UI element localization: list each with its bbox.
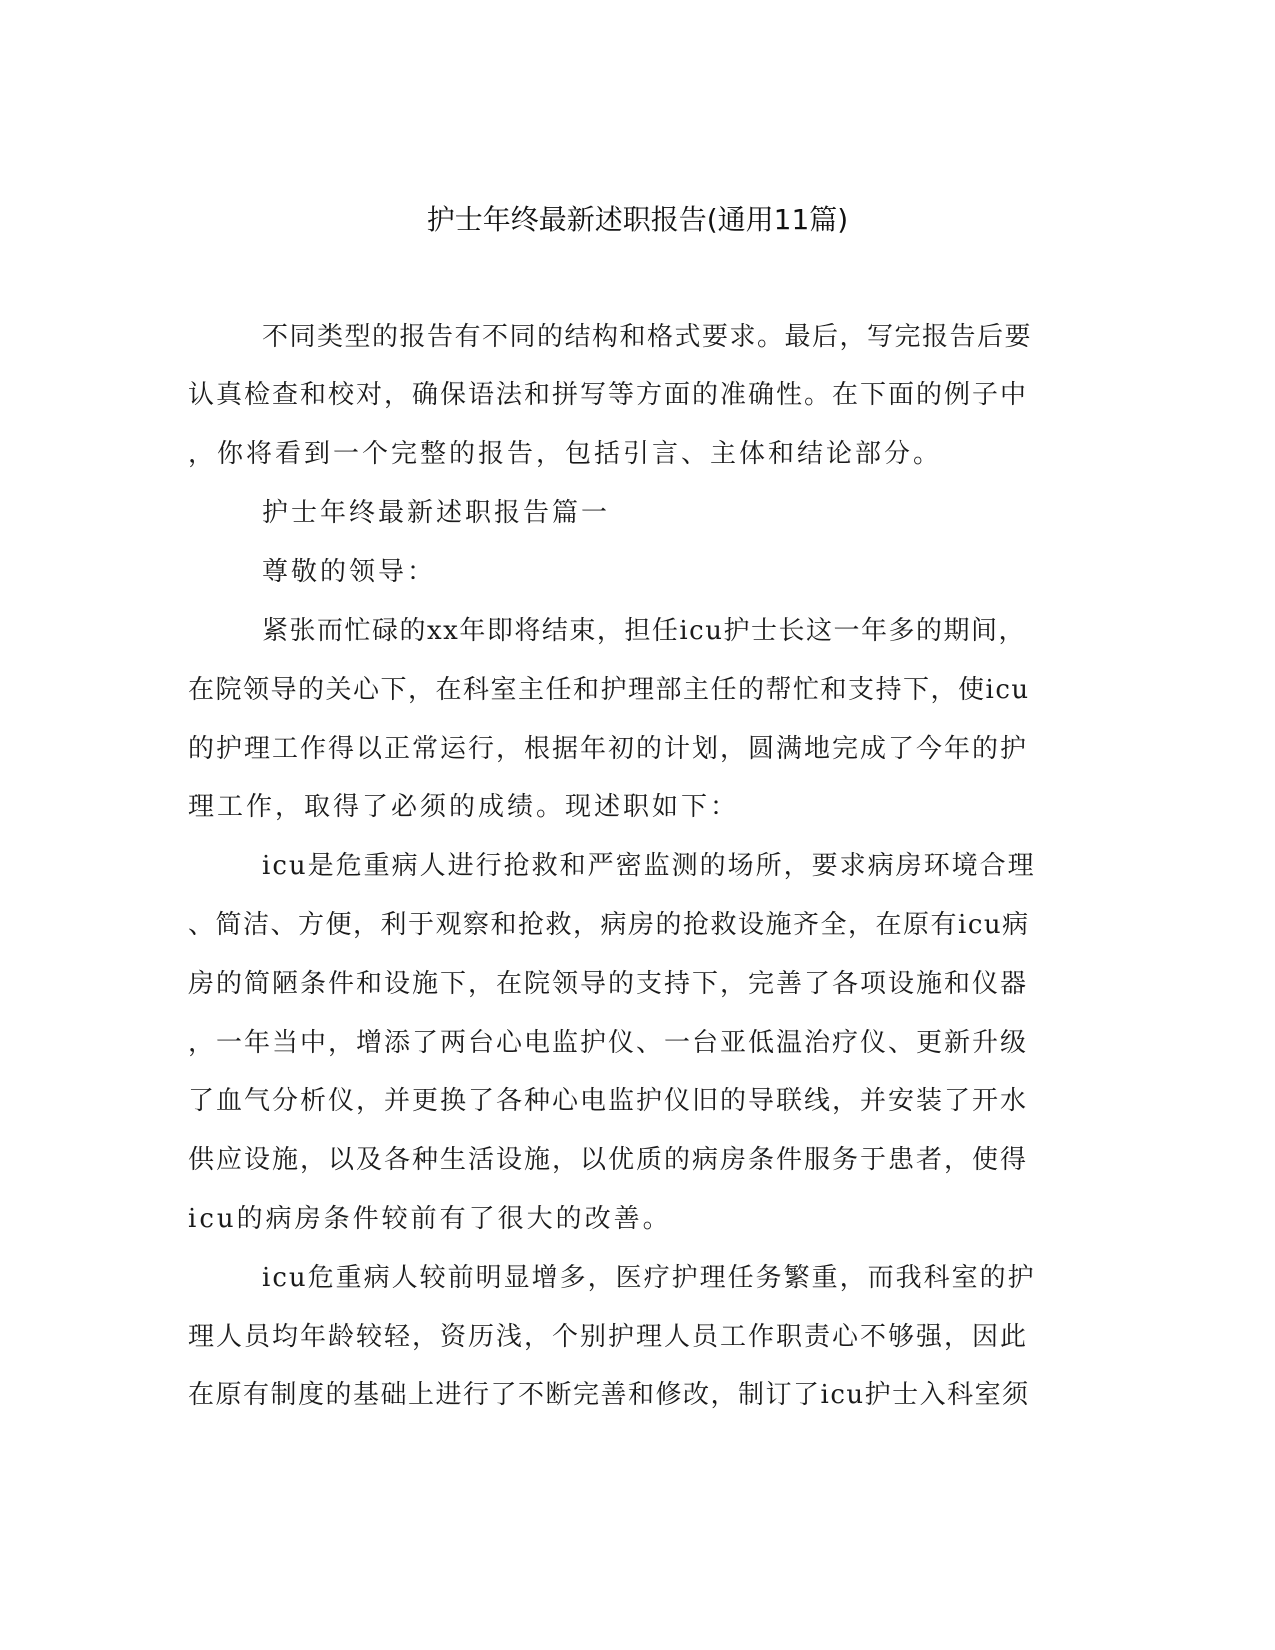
- paragraph-line: 不同类型的报告有不同的结构和格式要求。最后，写完报告后要: [262, 322, 1033, 352]
- paragraph-line: ，你将看到一个完整的报告，包括引言、主体和结论部分。: [188, 439, 943, 469]
- paragraph-line: 在院领导的关心下，在科室主任和护理部主任的帮忙和支持下，使icu: [188, 675, 1030, 705]
- paragraph-line: 、简洁、方便，利于观察和抢救，病房的抢救设施齐全，在原有icu病: [188, 910, 1030, 940]
- paragraph-line: 认真检查和校对，确保语法和拼写等方面的准确性。在下面的例子中: [188, 380, 1029, 410]
- paragraph-line: 供应设施，以及各种生活设施，以优质的病房条件服务于患者，使得: [188, 1145, 1029, 1175]
- paragraph-line: icu的病房条件较前有了很大的改善。: [188, 1204, 672, 1234]
- paragraph-line: ，一年当中，增添了两台心电监护仪、一台亚低温治疗仪、更新升级: [188, 1028, 1029, 1058]
- paragraph-line: 在原有制度的基础上进行了不断完善和修改，制订了icu护士入科室须: [188, 1380, 1030, 1410]
- paragraph-line: icu是危重病人进行抢救和严密监测的场所，要求病房环境合理: [262, 851, 1036, 881]
- paragraph-line: 的护理工作得以正常运行，根据年初的计划，圆满地完成了今年的护: [188, 734, 1029, 764]
- paragraph-line: icu危重病人较前明显增多，医疗护理任务繁重，而我科室的护: [262, 1263, 1036, 1293]
- paragraph-line: 理工作，取得了必须的成绩。现述职如下：: [188, 792, 740, 822]
- paragraph-line: 房的简陋条件和设施下，在院领导的支持下，完善了各项设施和仪器: [188, 969, 1029, 999]
- paragraph-line: 紧张而忙碌的xx年即将结束，担任icu护士长这一年多的期间，: [262, 616, 1026, 646]
- document-title: 护士年终最新述职报告(通用11篇): [426, 203, 849, 236]
- paragraph-line: 了血气分析仪，并更换了各种心电监护仪旧的导联线，并安装了开水: [188, 1086, 1029, 1116]
- section-heading: 护士年终最新述职报告篇一: [262, 498, 611, 528]
- paragraph-line: 理人员均年龄较轻，资历浅，个别护理人员工作职责心不够强，因此: [188, 1322, 1029, 1352]
- salutation: 尊敬的领导：: [262, 557, 437, 587]
